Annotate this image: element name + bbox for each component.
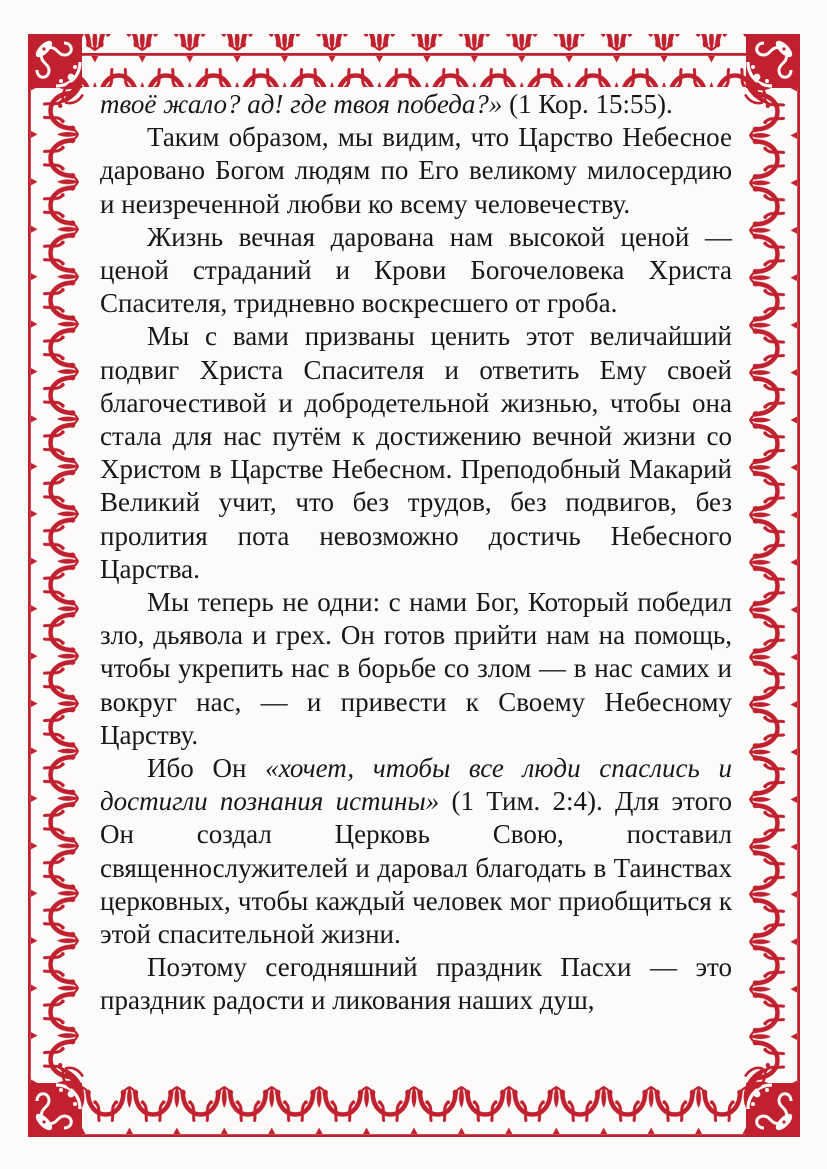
- text-segment: Мы с вами призваны ценить этот величайший подвиг Христа Спасителя и ответить Ему своей благочестивой и добродетельной жизнью, чтобы она стала для нас путём к достижению вечной жизни со Христом в Царстве Небесном. Преподобный Макарий Великий учит, что без трудов, без подвигов, без пролития пота невозможно достичь Небесного Царства.: [100, 321, 732, 584]
- text-segment: (1 Тим. 2:4). Для этого Он создал Церковь Свою, поставил священнослужителей и даровал благодать в Таинствах церковных, чтобы каждый человек мог приобщиться к этой спасительной жизни.: [100, 786, 732, 950]
- text-segment: (1 Кор. 15:55).: [509, 89, 673, 119]
- border-edge-left: [28, 88, 81, 1083]
- paragraph: [100, 121, 732, 221]
- text-segment: твоё жало? ад! где твоя победа?»: [100, 89, 510, 119]
- text-segment: Жизнь вечная дарована нам высокой ценой — ценой страданий и Крови Богочеловека Христа Спасителя, тридневно воскресшего от гроба.: [100, 221, 732, 319]
- page-text: [100, 88, 732, 1018]
- corner-ornament-top-left: [28, 34, 89, 114]
- text-segment: Таким образом, мы видим, что Царство Небесное даровано Богом людям по Его великому милосердию и неизреченной любви ко всему человечеству.: [100, 122, 732, 219]
- paragraph: [100, 951, 732, 1017]
- paragraph: [100, 586, 732, 752]
- text-segment: Мы теперь не одни: с нами Бог, Который победил зло, дьявола и грех. Он готов прийти нам на помощь, чтобы укрепить нас в борьбе со злом — в нас самих и вокруг нас, — и привести к Своему Небесному Царству.: [100, 587, 732, 750]
- text-segment: Ибо Он: [147, 753, 266, 784]
- paragraph: [100, 752, 732, 951]
- corner-ornament-bottom-right: [739, 1057, 800, 1137]
- paragraph: [100, 221, 732, 321]
- corner-ornament-bottom-left: [28, 1057, 89, 1137]
- border-edge-right: [747, 88, 800, 1083]
- text-segment: «хочет, чтобы все люди спаслись и достигли познания истины»: [100, 753, 732, 817]
- paragraph: [100, 88, 732, 121]
- text-segment: Поэтому сегодняшний праздник Пасхи — это праздник радости и ликования наших душ,: [100, 952, 732, 1016]
- border-edge-bottom: [82, 1084, 746, 1137]
- paragraph: [100, 320, 732, 586]
- border-edge-top: [82, 34, 746, 87]
- corner-ornament-top-right: [739, 34, 800, 114]
